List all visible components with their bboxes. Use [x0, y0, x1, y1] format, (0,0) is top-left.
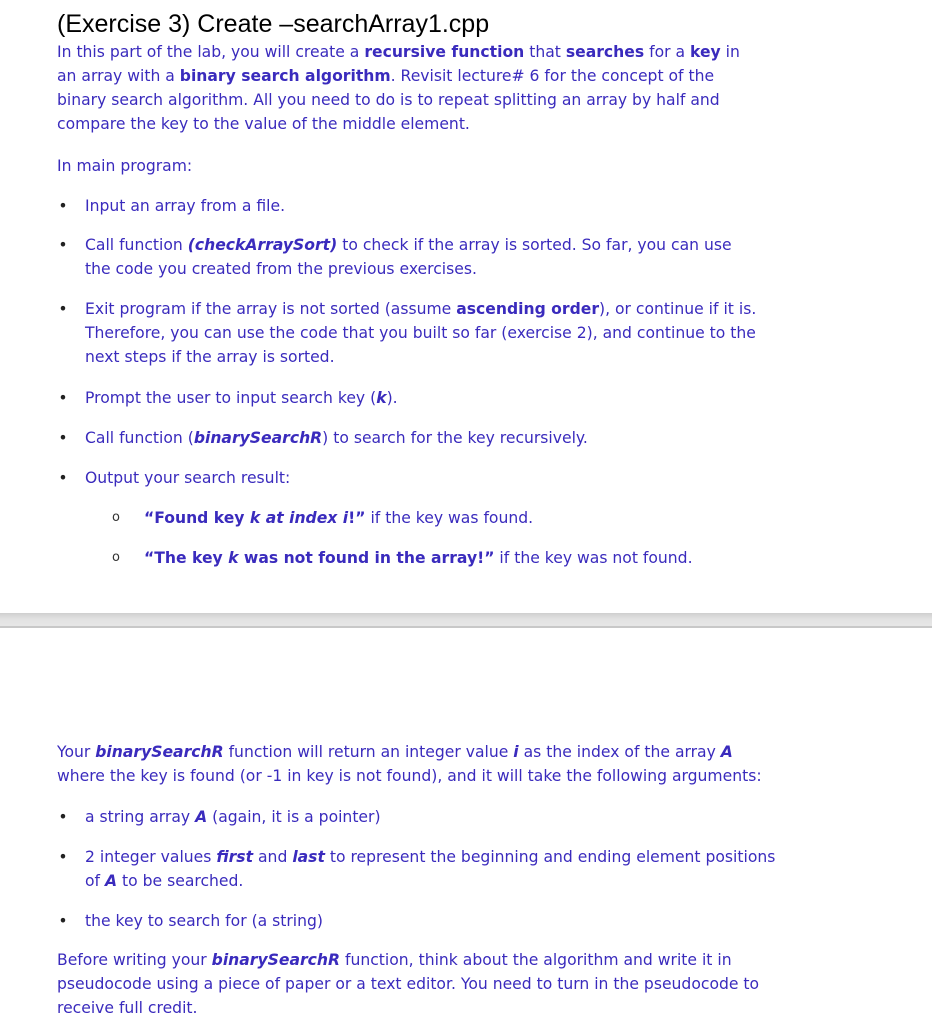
pseudocode-paragraph: Before writing your binarySearchR function, think about the algorithm and write it in pseudocode using a piece of paper or a text editor. You need to turn in the pseudocode to receive full credit. — [57, 951, 760, 1017]
page-title: (Exercise 3) Create –searchArray1.cpp — [57, 10, 490, 38]
page-break-divider — [0, 613, 932, 628]
bullet-icon: • — [58, 236, 68, 254]
document-page-1: (Exercise 3) Create –searchArray1.cpp In this part of the lab, you will create a recursive function that searches for a key in an array with a binary search algorithm. Revisit lecture# 6 for the concept of the binary search algorithm. All you need to do is to repeat splitting an array by half and compare the key to the value of the middle element. In main program: • Input an array from a file. • Call function (checkArraySort) to check if the array is sorted. So far, you can use the code you created from the previous exercises. • Exit program if the array is not sorted (assume ascending order), or continue if it is. Therefore, you can use the code that you built so far (exercise 2), and continue to the next steps if the array is sorted. • Prompt the user to input search key (k). • Call function (binarySearchR) to search for the key recursively. • Output your search result: o “Found key k at index i!” if the key was found. o “The key k was not found in the array!” if the key was not found. — [0, 0, 932, 613]
bullet-icon: • — [58, 848, 68, 866]
bullet-icon: • — [58, 469, 68, 487]
bullet-icon: • — [58, 429, 68, 447]
return-paragraph: Your binarySearchR function will return an integer value i as the index of the array A where the key is found (or -1 in key is not found), and it will take the following arguments: — [57, 743, 762, 785]
bullet-icon: • — [58, 808, 68, 826]
bullet-icon: • — [58, 197, 68, 215]
document-page-2: Your binarySearchR function will return an integer value i as the index of the array A where the key is found (or -1 in key is not found), and it will take the following arguments: • a string array A (again, it is a pointer) • 2 integer values first and last to represent the beginning and ending element positions of A to be searched. • the key to search for (a string) Before writing your binarySearchR function, think about the algorithm and write it in pseudocode using a piece of paper or a text editor. You need to turn in the pseudocode to receive full credit. — [0, 628, 932, 1024]
intro-paragraph: In this part of the lab, you will create a recursive function that searches for a key in an array with a binary search algorithm. Revisit lecture# 6 for the concept of the binary search algorithm. All you need to do is to repeat splitting an array by half and compare the key to the value of the middle element. — [57, 43, 740, 133]
circle-bullet-icon: o — [112, 550, 120, 565]
bullet-icon: • — [58, 300, 68, 318]
bullet-icon: • — [58, 912, 68, 930]
main-program-heading: In main program: — [57, 157, 193, 175]
bullet-icon: • — [58, 389, 68, 407]
circle-bullet-icon: o — [112, 510, 120, 525]
